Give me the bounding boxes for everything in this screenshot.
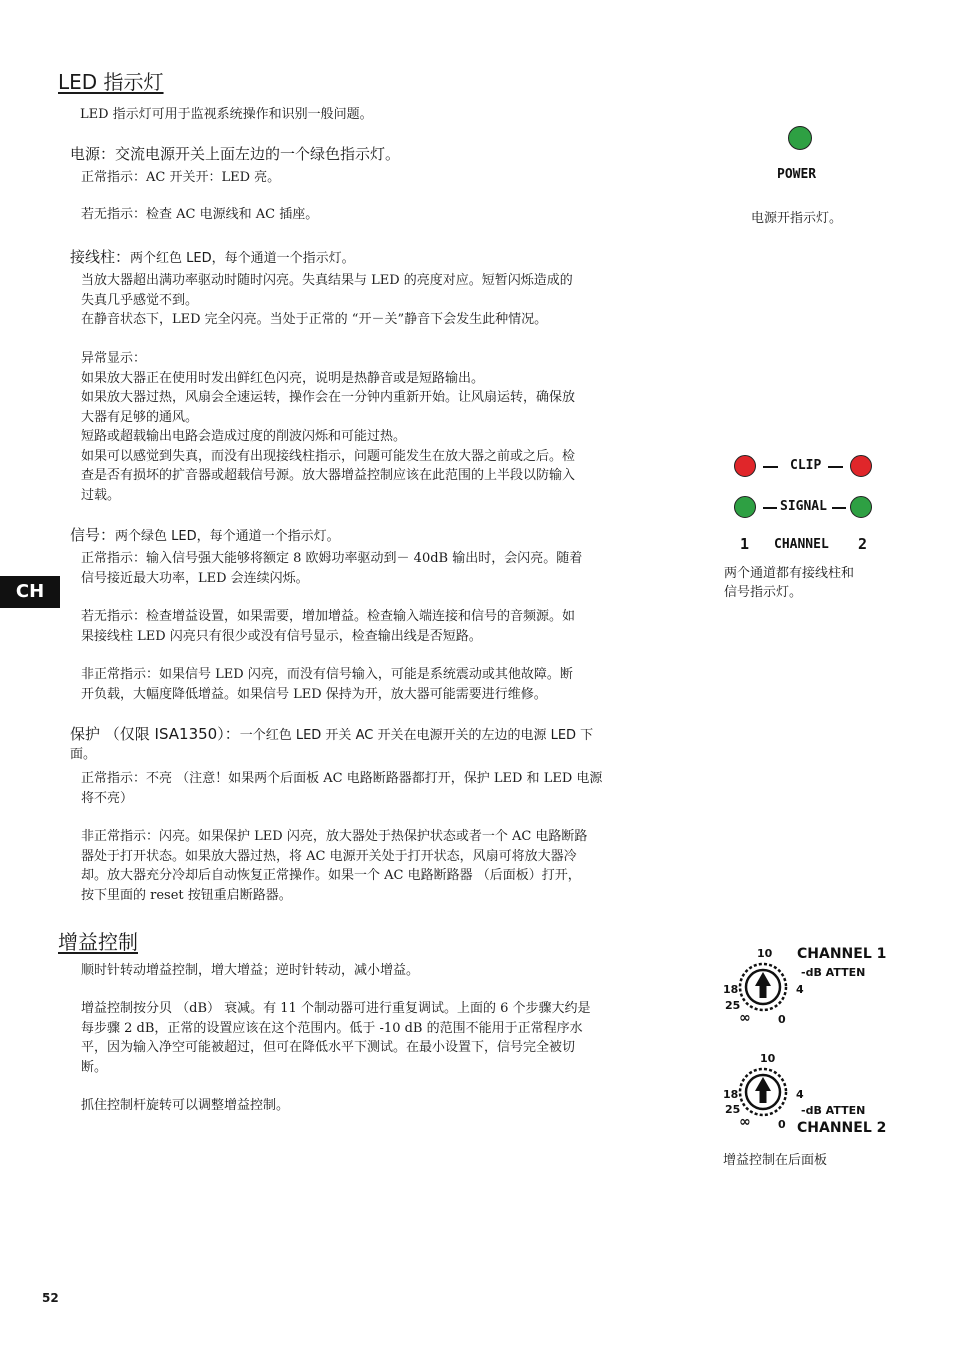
clip-abnormal-line: 过载。	[81, 487, 121, 503]
clip-line: 在静音状态下，LED 完全闪亮。当处于正常的 “开－关”静音下会发生此种情况。	[81, 312, 548, 327]
signal-led-ch2-icon	[850, 496, 872, 518]
power-heading: 电源：交流电源开关上面左边的一个绿色指示灯。	[70, 145, 401, 163]
protect-abnormal	[81, 827, 693, 905]
knob2-atten-label: -dB ATTEN	[801, 1104, 866, 1117]
signal-normal-line: 输入信号强大能够将额定 8 欧姆功率驱动到－ 40dB 输出时，会闪亮。随着	[146, 551, 583, 566]
knob1-mark-infinity: ∞	[739, 1010, 751, 1026]
clip-heading-sub: 两个红色 LED，每个通道一个指示灯。	[130, 251, 355, 266]
clip-dash-left	[763, 466, 778, 468]
channel-label: CHANNEL	[774, 537, 829, 552]
protect-abnormal-line: 闪亮。如果保护 LED 闪亮，放大器处于热保护状态或者一个 AC 电路断路	[159, 829, 588, 844]
clip-line: 失真几乎感觉不到。	[81, 292, 199, 308]
clip-abnormal-line: 如果放大器过热，风扇会全速运转，操作会在一分钟内重新开始。让风扇运转，确保放	[81, 390, 576, 405]
power-normal-text: AC 开关开：LED 亮。	[146, 170, 281, 185]
knob1-title: CHANNEL 1	[797, 946, 887, 962]
signal-heading-main: 信号：	[70, 526, 116, 544]
signal-none-line: 检查增益设置，如果需要，增加增益。检查输入端连接和信号的音频源。如	[146, 609, 576, 624]
channel-caption-line: 两个通道都有接线柱和	[724, 566, 855, 581]
protect-abnormal-label: 非正常指示：	[81, 829, 160, 844]
protect-heading-main: 保护 （仅限 ISA1350）：	[70, 725, 240, 743]
gain-paragraph-3: 抓住控制杆旋转可以调整增益控制。	[81, 1098, 290, 1113]
gain-knob-ch2-icon[interactable]	[738, 1067, 788, 1117]
signal-none-line: 果接线柱 LED 闪亮只有很少或没有信号显示，检查输出线是否短路。	[81, 628, 482, 644]
gain-knob-ch1-icon[interactable]	[738, 962, 788, 1012]
signal-normal-line: 信号接近最大功率，LED 会连续闪烁。	[81, 570, 309, 586]
signal-heading-sub: 两个绿色 LED，每个通道一个指示灯。	[115, 529, 340, 544]
gain-p2-line: 增益控制按分贝 （dB） 衰减。有 11 个制动器可进行重复调试。上面的 6 个步骤大约是	[81, 1001, 591, 1016]
gain-paragraph-1: 顺时针转动增益控制，增大增益；逆时针转动，减小增益。	[81, 963, 420, 978]
clip-dash-right	[828, 466, 843, 468]
signal-dash-left	[763, 507, 777, 509]
power-none-label: 若无指示：	[81, 207, 147, 222]
knob2-mark-0: 0	[778, 1118, 786, 1131]
gain-p2-line: 每步骤 2 dB，正常的设置应该在这个范围内。低于 -10 dB 的范围不能用于正常程序水	[81, 1020, 583, 1036]
protect-normal-label: 正常指示：	[81, 771, 147, 786]
signal-normal-label: 正常指示：	[81, 551, 147, 566]
protect-abnormal-line: 按下里面的 reset 按钮重启断路器。	[81, 887, 292, 903]
signal-abnormal-line: 开负载，大幅度降低增益。如果信号 LED 保持为开，放大器可能需要进行维修。	[81, 686, 547, 702]
clip-abnormal-line: 如果可以感觉到失真，而没有出现接线柱指示，问题可能发生在放大器之前或之后。检	[81, 448, 576, 464]
clip-heading	[70, 246, 355, 267]
knob2-mark-10: 10	[760, 1052, 776, 1065]
channel-2-number: 2	[858, 535, 868, 553]
gain-p2-line: 平，因为输入净空可能被超过，但可在降低水平下测试。在最小设置下，信号完全被切	[81, 1040, 576, 1055]
protect-heading-sub2: 面。	[70, 747, 97, 762]
clip-led-ch1-icon	[734, 455, 756, 477]
gain-section-title: 增益控制	[58, 930, 138, 954]
knob2-mark-infinity: ∞	[739, 1114, 751, 1130]
power-none	[81, 205, 693, 225]
clip-led-ch2-icon	[850, 455, 872, 477]
clip-description	[81, 271, 693, 330]
clip-label: CLIP	[790, 458, 822, 473]
signal-label: SIGNAL	[780, 499, 827, 514]
gain-paragraph-2	[81, 999, 693, 1077]
signal-none-label: 若无指示：	[81, 609, 147, 624]
page-number: 52	[42, 1291, 59, 1305]
power-led-label: POWER	[777, 167, 817, 182]
clip-abnormal-line: 如果放大器正在使用时发出鲜红色闪亮，说明是热静音或是短路输出。	[81, 370, 485, 386]
signal-heading	[70, 524, 340, 545]
protect-normal-line: 将不亮）	[81, 790, 134, 806]
knob2-mark-18: 18	[723, 1088, 739, 1101]
channel-1-number: 1	[740, 535, 750, 553]
led-intro: LED 指示灯可用于监视系统操作和识别一般问题。	[80, 107, 373, 122]
signal-abnormal	[81, 665, 693, 704]
clip-abnormal-line: 查是否有损坏的扩音器或超载信号源。放大器增益控制应该在此范围的上半段以防输入	[81, 468, 576, 483]
power-led-icon	[788, 126, 812, 150]
signal-abnormal-label: 非正常指示：	[81, 667, 160, 682]
protect-normal-line: 不亮 （注意！如果两个后面板 AC 电路断路器都打开，保护 LED 和 LED 电源	[146, 771, 603, 786]
knob2-mark-25: 25	[725, 1103, 741, 1116]
power-normal	[81, 168, 693, 188]
knob2-mark-4: 4	[796, 1088, 804, 1101]
channel-caption	[724, 564, 854, 602]
protect-abnormal-line: 器处于打开状态。如果放大器过热，将 AC 电源开关处于打开状态，风扇可将放大器冷	[81, 848, 577, 864]
clip-abnormal-line: 大器有足够的通风。	[81, 409, 199, 425]
protect-normal	[81, 769, 693, 808]
language-tab: CH	[0, 576, 60, 608]
power-none-text: 检查 AC 电源线和 AC 插座。	[146, 207, 319, 222]
signal-none	[81, 607, 693, 646]
knob1-mark-0: 0	[778, 1013, 786, 1026]
signal-dash-right	[832, 507, 846, 509]
protect-abnormal-line: 却。放大器充分冷却后自动恢复正常操作。如果一个 AC 电路断路器 （后面板）打开，	[81, 868, 581, 883]
clip-abnormal-line: 短路或超载输出电路会造成过度的削波闪烁和可能过热。	[81, 429, 407, 444]
clip-heading-main: 接线柱：	[70, 248, 131, 266]
gain-p2-line: 断。	[81, 1059, 108, 1075]
knob1-mark-18: 18	[723, 983, 739, 996]
protect-heading	[70, 725, 593, 764]
knob1-mark-10: 10	[757, 947, 773, 960]
clip-abnormal-label: 异常显示：	[81, 351, 147, 366]
led-section-title: LED 指示灯	[58, 70, 164, 94]
gain-caption: 增益控制在后面板	[723, 1153, 828, 1168]
clip-abnormal	[81, 349, 693, 505]
signal-led-ch1-icon	[734, 496, 756, 518]
signal-abnormal-line: 如果信号 LED 闪亮，而没有信号输入，可能是系统震动或其他故障。断	[159, 667, 573, 682]
power-normal-label: 正常指示：	[81, 170, 147, 185]
protect-heading-sub: 一个红色 LED 开关 AC 开关在电源开关的左边的电源 LED 下	[239, 728, 594, 743]
knob1-mark-25: 25	[725, 999, 741, 1012]
knob1-atten-label: -dB ATTEN	[801, 966, 866, 979]
knob1-mark-4: 4	[796, 983, 804, 996]
signal-normal	[81, 549, 693, 588]
power-caption: 电源开指示灯。	[751, 211, 843, 226]
clip-line: 当放大器超出满功率驱动时随时闪亮。失真结果与 LED 的亮度对应。短暂闪烁造成的	[81, 273, 573, 288]
knob2-title: CHANNEL 2	[797, 1120, 887, 1136]
channel-caption-line: 信号指示灯。	[724, 585, 803, 600]
